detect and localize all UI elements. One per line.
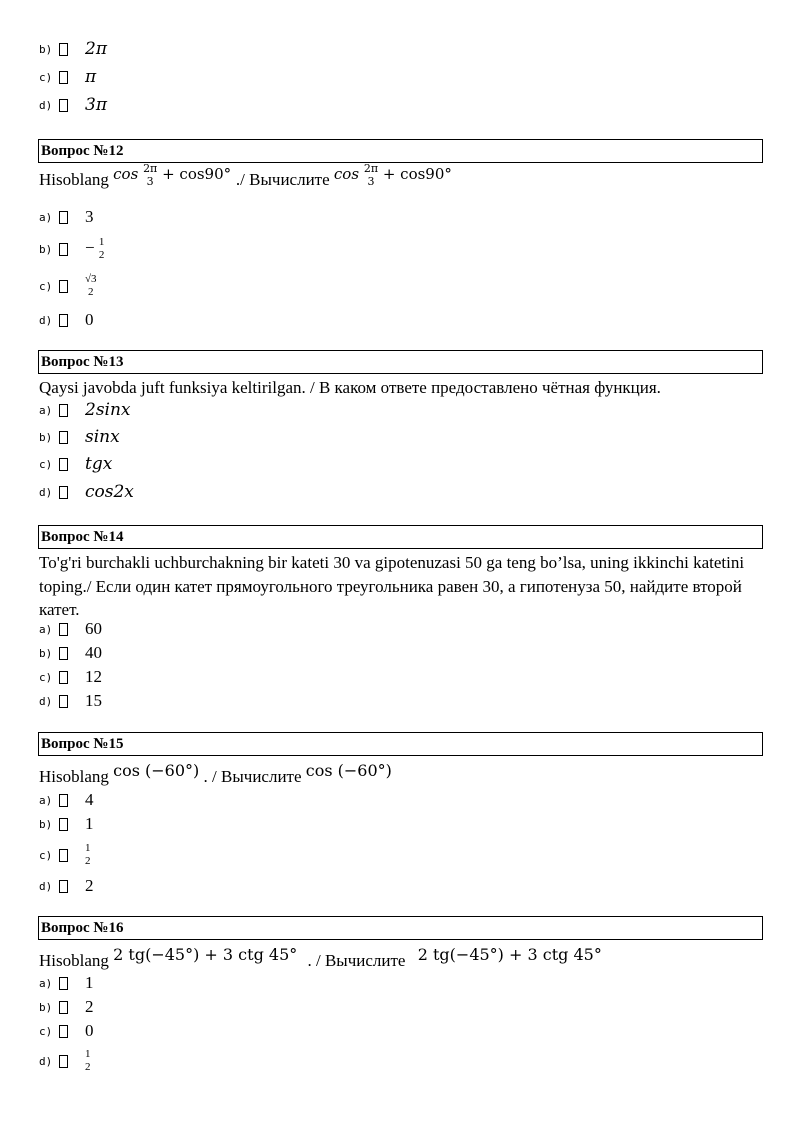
math-expression: 2 tg(−45°) + 3 ctg 45° — [417, 945, 602, 964]
checkbox-icon[interactable] — [59, 458, 68, 471]
checkbox-icon[interactable] — [59, 671, 68, 684]
option-value: 2sinx — [85, 400, 131, 420]
option-letter: a) — [39, 622, 53, 636]
option-b[interactable] — [39, 812, 94, 836]
option-c[interactable] — [39, 268, 97, 304]
checkbox-icon[interactable] — [59, 43, 68, 56]
option-value: 3 — [85, 207, 94, 226]
option-d[interactable] — [39, 480, 134, 504]
option-value: 1 2 — [85, 1048, 91, 1073]
checkbox-icon[interactable] — [59, 647, 68, 660]
question-text — [39, 761, 764, 788]
option-value: 0 — [85, 310, 94, 329]
option-b[interactable] — [39, 37, 107, 61]
question-header: Вопрос №15 — [38, 732, 763, 756]
option-letter: a) — [39, 210, 53, 224]
option-c[interactable] — [39, 665, 102, 689]
option-letter: c) — [39, 279, 53, 293]
question-text — [39, 945, 764, 972]
checkbox-icon[interactable] — [59, 211, 68, 224]
checkbox-icon[interactable] — [59, 849, 68, 862]
option-value: tgx — [85, 454, 113, 474]
math-expression: cos (−60°) — [305, 761, 392, 780]
checkbox-icon[interactable] — [59, 1001, 68, 1014]
option-letter: d) — [39, 694, 53, 708]
option-letter: b) — [39, 242, 53, 256]
option-letter: b) — [39, 646, 53, 660]
question-text: To'g'ri burchakli uchburchakning bir kateti 30 va gipotenuzasi 50 ga teng bo’lsa, uning ikkinchi katetini toping./ Если один катет прямоугольного треугольника равен 30, а гипотенуза 50, найдите второй катет. — [39, 553, 745, 619]
option-a[interactable] — [39, 971, 94, 995]
option-letter: a) — [39, 793, 53, 807]
checkbox-icon[interactable] — [59, 486, 68, 499]
checkbox-icon[interactable] — [59, 314, 68, 327]
checkbox-icon[interactable] — [59, 1055, 68, 1068]
option-value: π — [85, 67, 97, 87]
option-letter: c) — [39, 1024, 53, 1038]
question-prompt-ru: . / Вычислите — [203, 767, 302, 786]
option-d[interactable] — [39, 308, 94, 332]
question-prompt: Hisoblang — [39, 767, 109, 786]
question-prompt-ru: . / Вычислите — [307, 951, 406, 970]
option-d[interactable] — [39, 874, 94, 898]
option-d[interactable] — [39, 1043, 91, 1079]
checkbox-icon[interactable] — [59, 280, 68, 293]
option-letter: d) — [39, 1054, 53, 1068]
checkbox-icon[interactable] — [59, 818, 68, 831]
option-d[interactable] — [39, 93, 107, 117]
question-prompt-ru: ./ Вычислите — [235, 170, 330, 189]
option-value: 15 — [85, 691, 102, 710]
option-value: 1 2 — [85, 842, 91, 867]
option-letter: b) — [39, 430, 53, 444]
option-c[interactable] — [39, 1019, 94, 1043]
option-letter: b) — [39, 817, 53, 831]
checkbox-icon[interactable] — [59, 695, 68, 708]
option-letter: c) — [39, 670, 53, 684]
option-letter: d) — [39, 98, 53, 112]
math-fraction: 2π 3 — [143, 162, 158, 188]
option-letter: d) — [39, 485, 53, 499]
option-value: sinx — [85, 427, 120, 447]
option-letter: a) — [39, 976, 53, 990]
question-text — [39, 162, 764, 194]
checkbox-icon[interactable] — [59, 1025, 68, 1038]
checkbox-icon[interactable] — [59, 99, 68, 112]
option-letter: d) — [39, 879, 53, 893]
checkbox-icon[interactable] — [59, 880, 68, 893]
option-b[interactable] — [39, 641, 102, 665]
option-letter: b) — [39, 1000, 53, 1014]
checkbox-icon[interactable] — [59, 794, 68, 807]
option-c[interactable] — [39, 838, 91, 872]
option-value: 12 — [85, 667, 102, 686]
option-value: cos2x — [85, 482, 134, 502]
option-value: 2 — [85, 876, 94, 895]
question-header: Вопрос №12 — [38, 139, 763, 163]
option-letter: b) — [39, 42, 53, 56]
option-value: 4 — [85, 790, 94, 809]
option-a[interactable] — [39, 205, 94, 229]
math-expression: 2 tg(−45°) + 3 ctg 45° — [113, 945, 298, 964]
math-expression: cos (−60°) — [113, 761, 200, 780]
checkbox-icon[interactable] — [59, 404, 68, 417]
question-text: Qaysi javobda juft funksiya keltirilgan. / В каком ответе предоставлено чётная функция. — [39, 378, 661, 397]
checkbox-icon[interactable] — [59, 243, 68, 256]
question-header: Вопрос №16 — [38, 916, 763, 940]
option-value: − 1 2 — [85, 236, 105, 261]
option-c[interactable] — [39, 452, 112, 476]
option-letter: c) — [39, 70, 53, 84]
option-value: 3π — [85, 95, 107, 115]
option-c[interactable] — [39, 65, 96, 89]
checkbox-icon[interactable] — [59, 623, 68, 636]
option-b[interactable] — [39, 995, 94, 1019]
option-letter: c) — [39, 848, 53, 862]
option-value: 1 — [85, 814, 94, 833]
option-letter: a) — [39, 403, 53, 417]
option-value: 2 — [85, 997, 94, 1016]
question-header: Вопрос №14 — [38, 525, 763, 549]
option-a[interactable] — [39, 398, 131, 422]
option-value: 40 — [85, 643, 102, 662]
option-value: 60 — [85, 619, 102, 638]
option-letter: d) — [39, 313, 53, 327]
option-value: 0 — [85, 1021, 94, 1040]
option-letter: c) — [39, 457, 53, 471]
question-prompt: Hisoblang — [39, 951, 109, 970]
option-b[interactable] — [39, 232, 104, 266]
option-value: √3 2 — [85, 273, 97, 298]
checkbox-icon[interactable] — [59, 977, 68, 990]
option-a[interactable] — [39, 617, 102, 641]
option-value: 2π — [85, 39, 107, 59]
checkbox-icon[interactable] — [59, 431, 68, 444]
math-fraction: 2π 3 — [363, 162, 379, 188]
question-header: Вопрос №13 — [38, 350, 763, 374]
option-d[interactable] — [39, 689, 102, 713]
question-prompt: Hisoblang — [39, 170, 109, 189]
checkbox-icon[interactable] — [59, 71, 68, 84]
math-expression: cos 2π 3 + cos90° — [113, 162, 232, 188]
option-b[interactable] — [39, 425, 120, 449]
option-value: 1 — [85, 973, 94, 992]
option-a[interactable] — [39, 788, 94, 812]
math-expression: cos 2π 3 + cos90° — [333, 162, 452, 188]
